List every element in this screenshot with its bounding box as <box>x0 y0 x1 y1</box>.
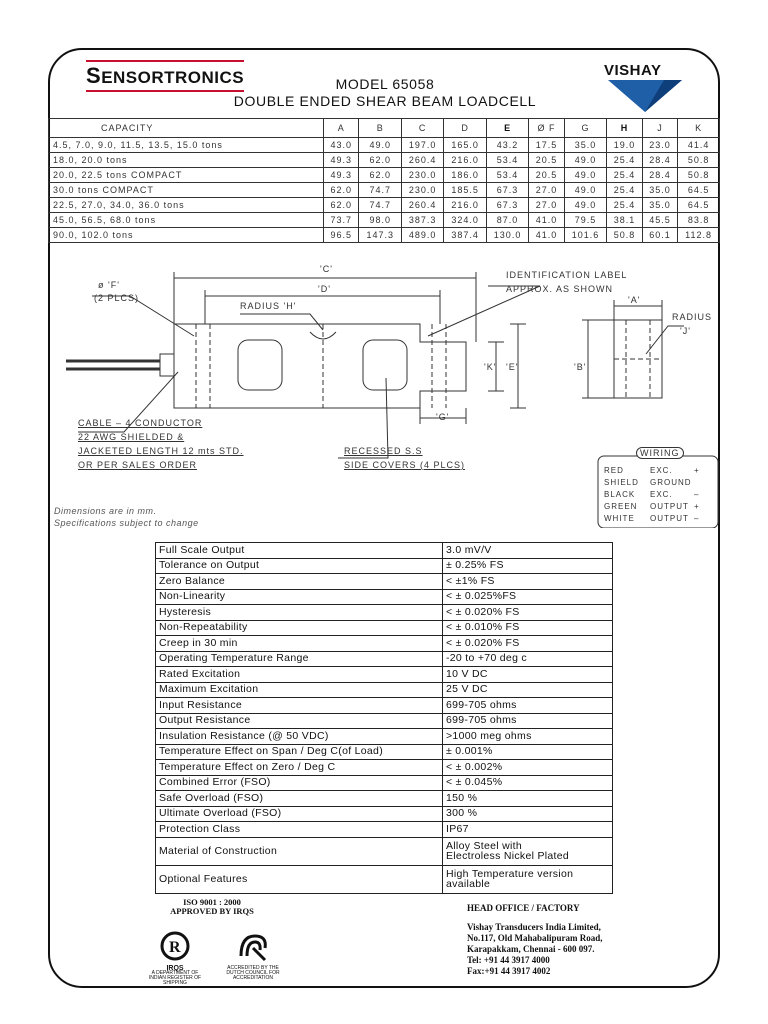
spec-value-line: ± 0.25% FS <box>446 559 504 572</box>
irqs-sub-2: INDIAN REGISTER OF <box>148 975 202 981</box>
dimension-cell: 324.0 <box>444 213 486 228</box>
spec-value <box>443 729 613 745</box>
wire-color: WHITE <box>604 514 635 523</box>
note-dimensions: Dimensions are in mm. <box>54 506 157 516</box>
irqs-badge <box>137 930 213 986</box>
dimension-cell: 49.3 <box>324 153 359 168</box>
approved-text: APPROVED BY IRQS <box>170 906 254 916</box>
spec-row <box>156 667 613 683</box>
spec-label: Temperature Effect on Zero / Deg C <box>156 760 443 776</box>
dimension-cell: 35.0 <box>642 198 677 213</box>
dimension-cell: 50.8 <box>678 168 720 183</box>
dims-header-row <box>49 119 720 138</box>
spec-value-line: < ± 0.045% <box>446 776 503 789</box>
spec-label: Full Scale Output <box>156 543 443 559</box>
rva-logo-icon <box>233 930 273 964</box>
spec-value <box>443 667 613 683</box>
spec-value-line: < ± 0.020% FS <box>446 605 520 618</box>
spec-value <box>443 620 613 636</box>
dimension-cell: 62.0 <box>324 183 359 198</box>
wiring-title: WIRING <box>636 447 684 459</box>
spec-value <box>443 574 613 590</box>
spec-value-line: < ± 0.025%FS <box>446 590 517 603</box>
spec-value-line: 25 V DC <box>446 683 488 696</box>
dimension-cell: 20.5 <box>529 153 564 168</box>
drawing-svg <box>48 258 720 528</box>
dimension-cell: 19.0 <box>607 138 642 153</box>
spec-value <box>443 558 613 574</box>
spec-value-line-2: available <box>446 878 491 890</box>
head-office-block <box>467 903 603 977</box>
cable-note-1: CABLE – 4 CONDUCTOR <box>78 418 203 428</box>
spec-label: Rated Excitation <box>156 667 443 683</box>
spec-value <box>443 865 613 893</box>
dims-row <box>49 168 720 183</box>
cable-note-4: OR PER SALES ORDER <box>78 460 198 470</box>
spec-value <box>443 837 613 865</box>
cable-gland <box>160 354 174 376</box>
spec-row <box>156 698 613 714</box>
spec-row <box>156 806 613 822</box>
dimension-cell: 53.4 <box>486 168 528 183</box>
spec-row <box>156 760 613 776</box>
model-title: MODEL 65058 <box>335 76 435 92</box>
dims-header-cell: CAPACITY <box>49 119 324 138</box>
dim-k-label: 'K' <box>484 362 497 372</box>
spec-value-line: 150 % <box>446 791 478 804</box>
dimension-cell: 41.0 <box>529 228 564 243</box>
irqs-sub-3: SHIPPING <box>163 980 187 986</box>
dimension-cell: 98.0 <box>359 213 401 228</box>
svg-text:R: R <box>169 939 181 956</box>
spec-row <box>156 729 613 745</box>
dims-header-cell: C <box>401 119 443 138</box>
dim-f-count: (2 PLCS) <box>94 293 140 303</box>
dimension-cell: 101.6 <box>564 228 606 243</box>
spec-value-line-2: Electroless Nickel Plated <box>446 850 570 862</box>
dimension-cell: 67.3 <box>486 183 528 198</box>
dimension-cell: 260.4 <box>401 198 443 213</box>
rva-text-2: DUTCH COUNCIL FOR <box>226 970 280 976</box>
wire-signal: EXC. <box>650 466 673 475</box>
spec-label: Tolerance on Output <box>156 558 443 574</box>
dims-header-cell: J <box>642 119 677 138</box>
technical-drawing <box>48 258 720 528</box>
spec-value-line: 300 % <box>446 807 478 820</box>
wire-signal: EXC. <box>650 490 673 499</box>
wire-color: GREEN <box>604 502 638 511</box>
dimension-cell: 49.0 <box>564 183 606 198</box>
spec-label: Material of Construction <box>156 837 443 865</box>
spec-label: Non-Linearity <box>156 589 443 605</box>
specifications-table <box>155 542 613 894</box>
dimension-cell: 45.5 <box>642 213 677 228</box>
dimension-cell: 165.0 <box>444 138 486 153</box>
radius-j-label: RADIUS <box>672 312 713 322</box>
vishay-logo: VISHAY <box>600 62 686 114</box>
dimension-cell: 96.5 <box>324 228 359 243</box>
dimension-cell: 25.4 <box>607 198 642 213</box>
dims-row <box>49 183 720 198</box>
spec-value-line: < ±1% FS <box>446 574 495 587</box>
dimension-cell: 62.0 <box>359 153 401 168</box>
spec-label: Safe Overload (FSO) <box>156 791 443 807</box>
dimension-cell: 41.0 <box>529 213 564 228</box>
rva-text-1: ACCREDITED BY THE <box>227 965 279 971</box>
capacity-cell: 4.5, 7.0, 9.0, 11.5, 13.5, 15.0 tons <box>49 138 324 153</box>
dim-e-label: 'E' <box>506 362 519 372</box>
wire-signal: OUTPUT <box>650 502 689 511</box>
dimension-cell: 64.5 <box>678 183 720 198</box>
dimension-cell: 130.0 <box>486 228 528 243</box>
spec-label: Creep in 30 min <box>156 636 443 652</box>
dimension-cell: 87.0 <box>486 213 528 228</box>
spec-value-line: >1000 meg ohms <box>446 729 532 742</box>
office-line-1: Vishay Transducers India Limited, <box>467 922 601 932</box>
dimension-cell: 43.0 <box>324 138 359 153</box>
recessed-note-2: SIDE COVERS (4 PLCS) <box>344 460 466 470</box>
wire-color: RED <box>604 466 624 475</box>
dimensions-table <box>48 118 720 243</box>
spec-value-line: 699-705 ohms <box>446 714 517 727</box>
spec-row <box>156 558 613 574</box>
office-tel: Tel: +91 44 3917 4000 <box>467 955 550 965</box>
spec-value <box>443 698 613 714</box>
dimension-cell: 230.0 <box>401 183 443 198</box>
dimension-cell: 49.0 <box>564 198 606 213</box>
dim-g-label: 'G' <box>436 412 450 422</box>
dimension-cell: 27.0 <box>529 183 564 198</box>
dimension-cell: 35.0 <box>642 183 677 198</box>
dims-row <box>49 213 720 228</box>
office-fax: Fax:+91 44 3917 4002 <box>467 966 551 976</box>
radius-h-label: RADIUS 'H' <box>240 301 297 311</box>
spec-label: Combined Error (FSO) <box>156 775 443 791</box>
dimension-cell: 50.8 <box>607 228 642 243</box>
dimension-cell: 25.4 <box>607 153 642 168</box>
dimension-cell: 28.4 <box>642 168 677 183</box>
spec-label: Protection Class <box>156 822 443 838</box>
spec-value <box>443 651 613 667</box>
dimension-cell: 64.5 <box>678 198 720 213</box>
dims-header-cell: H <box>607 119 642 138</box>
spec-label: Temperature Effect on Span / Deg C(of Load) <box>156 744 443 760</box>
dimension-cell: 41.4 <box>678 138 720 153</box>
office-line-3: Karapakkam, Chennai - 600 097. <box>467 944 595 954</box>
document-title <box>220 76 550 110</box>
dims-row <box>49 153 720 168</box>
dimension-cell: 197.0 <box>401 138 443 153</box>
dimension-cell: 185.5 <box>444 183 486 198</box>
dimension-cell: 25.4 <box>607 183 642 198</box>
office-heading: HEAD OFFICE / FACTORY <box>467 903 580 913</box>
dim-f-label: ø 'F' <box>98 280 120 290</box>
spec-value-line: IP67 <box>446 822 469 835</box>
spec-value-line: < ± 0.010% FS <box>446 621 520 634</box>
spec-value-line: 10 V DC <box>446 667 488 680</box>
office-line-2: No.117, Old Mahabalipuram Road, <box>467 933 603 943</box>
dimension-cell: 49.0 <box>564 168 606 183</box>
spec-row <box>156 682 613 698</box>
dimension-cell: 79.5 <box>564 213 606 228</box>
irqs-sub-1: A DEPARTMENT OF <box>151 970 199 976</box>
spec-row <box>156 791 613 807</box>
dimension-cell: 74.7 <box>359 183 401 198</box>
dim-b-label: 'B' <box>574 362 587 372</box>
capacity-cell: 45.0, 56.5, 68.0 tons <box>49 213 324 228</box>
dimension-cell: 74.7 <box>359 198 401 213</box>
dims-row <box>49 198 720 213</box>
dimension-cell: 49.0 <box>564 153 606 168</box>
recessed-note-1: RECESSED S.S <box>344 446 423 456</box>
wire-polarity: + <box>694 502 700 511</box>
wire-signal: GROUND <box>650 478 692 487</box>
spec-label: Zero Balance <box>156 574 443 590</box>
sensortronics-logo: SENSORTRONICS <box>86 63 244 89</box>
wire-color: SHIELD <box>604 478 639 487</box>
spec-row <box>156 837 613 865</box>
spec-row <box>156 822 613 838</box>
iso-text: ISO 9001 : 2000 <box>183 897 241 907</box>
spec-row <box>156 620 613 636</box>
dimension-cell: 216.0 <box>444 153 486 168</box>
dimension-cell: 25.4 <box>607 168 642 183</box>
dimension-cell: 147.3 <box>359 228 401 243</box>
dimension-cell: 43.2 <box>486 138 528 153</box>
spec-value <box>443 744 613 760</box>
dimension-cell: 83.8 <box>678 213 720 228</box>
dimension-cell: 216.0 <box>444 198 486 213</box>
spec-value <box>443 822 613 838</box>
wire-color: BLACK <box>604 490 636 499</box>
spec-value <box>443 682 613 698</box>
spec-label: Hysteresis <box>156 605 443 621</box>
spec-value <box>443 760 613 776</box>
spec-row <box>156 543 613 559</box>
spec-row <box>156 775 613 791</box>
dim-d-label: 'D' <box>318 284 331 294</box>
dimension-cell: 17.5 <box>529 138 564 153</box>
dimension-cell: 27.0 <box>529 198 564 213</box>
rva-badge <box>215 930 291 981</box>
dimension-cell: 49.0 <box>359 138 401 153</box>
dimension-cell: 260.4 <box>401 153 443 168</box>
spec-value-line: -20 to +70 deg c <box>446 652 527 665</box>
spec-value-line: < ± 0.002% <box>446 760 503 773</box>
radius-j-value: 'J' <box>680 326 691 336</box>
spec-label: Ultimate Overload (FSO) <box>156 806 443 822</box>
spec-value <box>443 636 613 652</box>
dimension-cell: 489.0 <box>401 228 443 243</box>
ident-label-2: APPROX. AS SHOWN <box>506 284 614 294</box>
spec-row <box>156 865 613 893</box>
cable-note-3: JACKETED LENGTH 12 mts STD. <box>78 446 244 456</box>
dimension-cell: 35.0 <box>564 138 606 153</box>
irqs-name: IRQS <box>166 965 184 972</box>
dimension-cell: 50.8 <box>678 153 720 168</box>
subtitle: DOUBLE ENDED SHEAR BEAM LOADCELL <box>233 93 537 109</box>
capacity-cell: 18.0, 20.0 tons <box>49 153 324 168</box>
spec-value-line: Alloy Steel with <box>446 840 522 852</box>
spec-value <box>443 806 613 822</box>
spec-label: Optional Features <box>156 865 443 893</box>
spec-value <box>443 713 613 729</box>
dimension-cell: 387.3 <box>401 213 443 228</box>
dimension-cell: 60.1 <box>642 228 677 243</box>
dimension-cell: 53.4 <box>486 153 528 168</box>
spec-label: Output Resistance <box>156 713 443 729</box>
dimension-cell: 23.0 <box>642 138 677 153</box>
dims-row <box>49 228 720 243</box>
spec-value-line: 3.0 mV/V <box>446 543 492 556</box>
spec-label: Operating Temperature Range <box>156 651 443 667</box>
dims-header-cell: G <box>564 119 606 138</box>
wire-polarity: + <box>694 466 700 475</box>
dimension-cell: 73.7 <box>324 213 359 228</box>
rva-text-3: ACCREDITATION <box>232 975 274 981</box>
dimension-cell: 62.0 <box>324 198 359 213</box>
dims-row <box>49 138 720 153</box>
spec-label: Insulation Resistance (@ 50 VDC) <box>156 729 443 745</box>
dim-a-label: 'A' <box>628 295 641 305</box>
capacity-cell: 22.5, 27.0, 34.0, 36.0 tons <box>49 198 324 213</box>
iso-certification <box>137 898 287 916</box>
cable-note-2: 22 AWG SHIELDED & <box>78 432 185 442</box>
spec-row <box>156 713 613 729</box>
spec-value-line: High Temperature version <box>446 868 574 880</box>
wire-signal: OUTPUT <box>650 514 689 523</box>
spec-value-line: ± 0.001% <box>446 745 493 758</box>
dims-header-cell: Ø F <box>529 119 564 138</box>
capacity-cell: 30.0 tons COMPACT <box>49 183 324 198</box>
dims-header-cell: K <box>678 119 720 138</box>
dim-c-label: 'C' <box>320 264 333 274</box>
dims-header-cell: D <box>444 119 486 138</box>
irqs-logo-icon <box>155 930 195 964</box>
spec-label: Input Resistance <box>156 698 443 714</box>
ident-label-1: IDENTIFICATION LABEL <box>506 270 628 280</box>
spec-value <box>443 791 613 807</box>
side-pocket-right <box>363 340 407 390</box>
dimension-cell: 62.0 <box>359 168 401 183</box>
spec-value-line: 699-705 ohms <box>446 698 517 711</box>
spec-value-line: < ± 0.020% FS <box>446 636 520 649</box>
dims-header-cell: B <box>359 119 401 138</box>
loadcell-body-outline <box>174 324 466 408</box>
dimension-cell: 38.1 <box>607 213 642 228</box>
spec-label: Maximum Excitation <box>156 682 443 698</box>
dimension-cell: 186.0 <box>444 168 486 183</box>
capacity-cell: 20.0, 22.5 tons COMPACT <box>49 168 324 183</box>
dimension-cell: 49.3 <box>324 168 359 183</box>
spec-row <box>156 744 613 760</box>
spec-value <box>443 543 613 559</box>
dims-header-cell: E <box>486 119 528 138</box>
spec-value <box>443 605 613 621</box>
spec-row <box>156 651 613 667</box>
dimension-cell: 387.4 <box>444 228 486 243</box>
spec-row <box>156 589 613 605</box>
dimension-cell: 67.3 <box>486 198 528 213</box>
spec-row <box>156 636 613 652</box>
spec-label: Non-Repeatability <box>156 620 443 636</box>
capacity-cell: 90.0, 102.0 tons <box>49 228 324 243</box>
note-specifications: Specifications subject to change <box>54 518 199 528</box>
dimension-cell: 20.5 <box>529 168 564 183</box>
spec-value <box>443 775 613 791</box>
wire-polarity: – <box>694 490 700 499</box>
spec-row <box>156 605 613 621</box>
spec-row <box>156 574 613 590</box>
spec-value <box>443 589 613 605</box>
dimension-cell: 28.4 <box>642 153 677 168</box>
dims-header-cell: A <box>324 119 359 138</box>
wire-polarity: – <box>694 514 700 523</box>
side-pocket-left <box>238 340 282 390</box>
dimension-cell: 112.8 <box>678 228 720 243</box>
dimension-cell: 230.0 <box>401 168 443 183</box>
